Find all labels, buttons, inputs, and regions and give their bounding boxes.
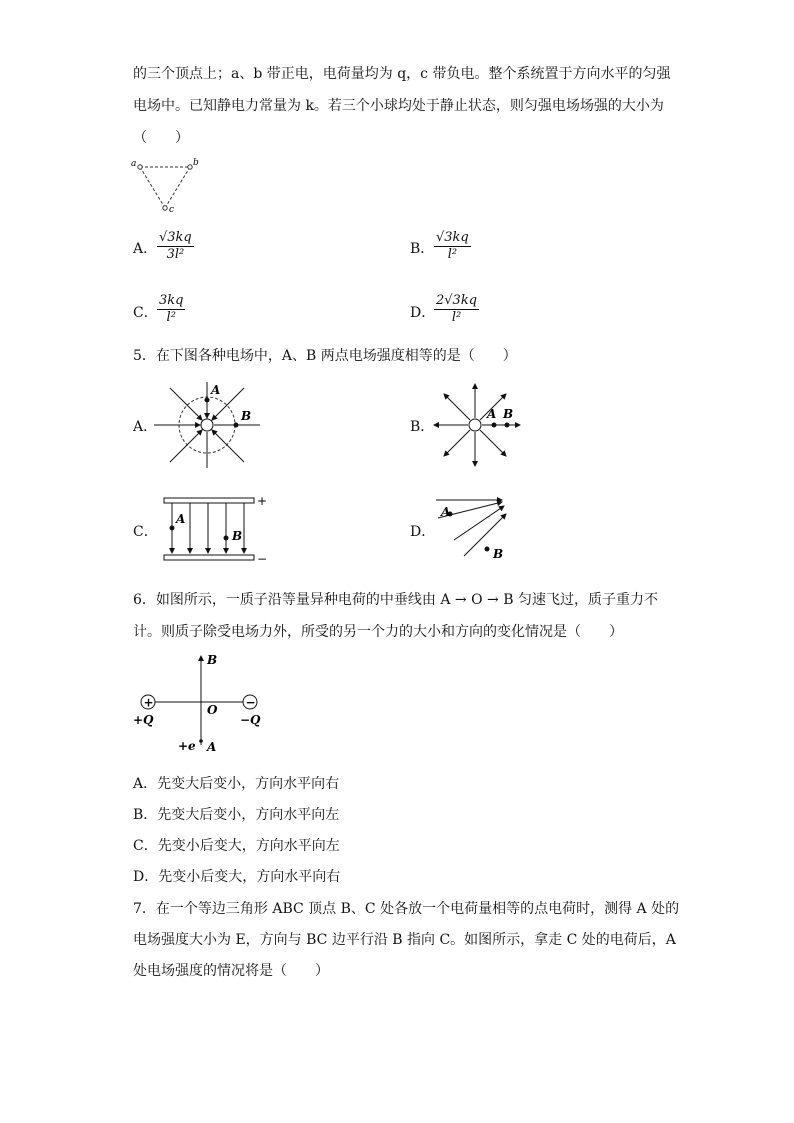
q4-text-line2: 电场中。已知静电力常量为 k。若三个小球均处于静止状态，则匀强电场场强的大小为 <box>133 98 664 114</box>
label-B: B <box>207 653 218 667</box>
q4-option-c-label: C． <box>133 305 158 321</box>
num: 2√3kq <box>436 293 478 308</box>
minus-sign: − <box>257 552 268 566</box>
den: l² <box>166 310 176 325</box>
q5-field-figure-a <box>152 380 264 470</box>
q4-option-b-fraction <box>434 230 471 263</box>
label-A: A <box>441 505 451 519</box>
label-B: B <box>503 407 514 421</box>
label-B: B <box>232 529 243 543</box>
label-B: B <box>241 409 252 423</box>
q4-option-a-label: A． <box>133 241 158 257</box>
den: 3l² <box>166 247 185 262</box>
label-c: c <box>169 205 175 215</box>
q5-option-d-label: D． <box>410 524 436 540</box>
num: 3kq <box>159 293 184 308</box>
den: l² <box>451 310 462 325</box>
q4-option-c-fraction <box>157 293 185 326</box>
q5-field-figure-c <box>160 492 275 567</box>
label-A: A <box>487 407 497 421</box>
label-A: A <box>176 512 186 526</box>
q6-text-line1: 6．如图所示，一质子沿等量异种电荷的中垂线由 A → O → B 匀速飞过，质子重力不 <box>133 592 658 608</box>
label-B: B <box>493 547 504 561</box>
q5-field-figure-d <box>432 490 512 562</box>
num: √3kq <box>159 230 192 245</box>
q7-text-line2: 电场强度大小为 E，方向与 BC 边平行沿 B 指向 C。如图所示，拿走 C 处的电荷后，A <box>133 932 676 948</box>
q6-option-d: D．先变小后变大，方向水平向右 <box>133 869 341 885</box>
label-e: +e <box>178 739 196 753</box>
q4-option-d-fraction <box>434 293 479 326</box>
q6-dipole-figure <box>130 650 270 758</box>
label-a: a <box>131 159 137 169</box>
q5-stem: 5．在下图各种电场中，A、B 两点电场强度相等的是（ ） <box>133 348 517 364</box>
q6-option-a: A．先变大后变小，方向水平向右 <box>133 776 340 792</box>
label-plusQ: +Q <box>133 713 154 727</box>
q4-paren: （ ） <box>133 130 189 146</box>
q6-option-c: C．先变小后变大，方向水平向左 <box>133 838 340 854</box>
label-b: b <box>193 158 199 168</box>
label-minusQ: −Q <box>240 713 261 727</box>
plus-sign: + <box>257 494 268 508</box>
label-O: O <box>207 703 218 717</box>
den: l² <box>447 247 458 262</box>
minus-sign: − <box>245 695 256 710</box>
q5-field-figure-b <box>430 380 530 470</box>
label-A: A <box>207 740 217 754</box>
q5-option-b-label: B． <box>410 419 435 435</box>
q7-text-line1: 7．在一个等边三角形 ABC 顶点 B、C 处各放一个电荷量相等的点电荷时，测得 A 处的 <box>133 901 680 917</box>
q4-triangle-figure <box>128 156 208 216</box>
q7-text-line3: 处电场强度的情况将是（ ） <box>133 963 329 979</box>
q4-text-line1: 的三个顶点上；a、b 带正电，电荷量均为 q，c 带负电。整个系统置于方向水平的匀强 <box>133 66 671 82</box>
q6-option-b: B．先变大后变小，方向水平向左 <box>133 807 340 823</box>
q5-option-c-label: C． <box>133 524 158 540</box>
q4-option-d-label: D． <box>410 305 436 321</box>
q6-text-line2: 计。则质子除受电场力外，所受的另一个力的大小和方向的变化情况是（ ） <box>133 624 623 640</box>
q4-option-b-label: B． <box>410 241 435 257</box>
q5-option-a-label: A． <box>133 419 158 435</box>
plus-sign: + <box>143 695 154 710</box>
q4-option-a-fraction <box>157 230 194 263</box>
num: √3kq <box>436 230 469 245</box>
label-A: A <box>211 383 221 397</box>
